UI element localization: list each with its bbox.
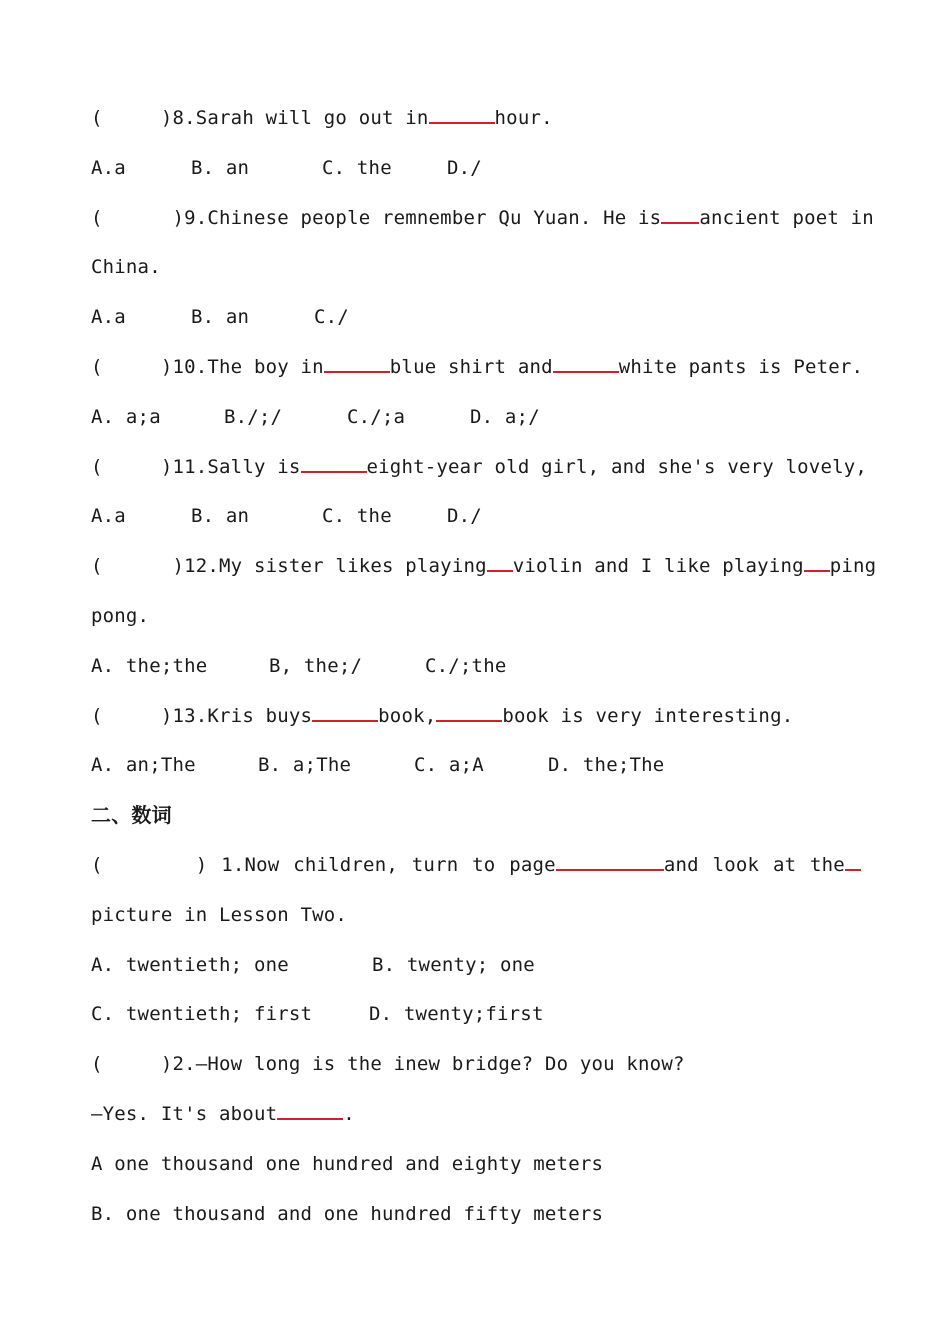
answer-blank[interactable] — [312, 698, 378, 722]
option-c[interactable]: C. a;A — [414, 754, 484, 777]
question-text: Kris buys — [207, 704, 313, 727]
option-a[interactable]: A. twentieth; one — [91, 953, 289, 976]
question-text: ping — [829, 555, 877, 578]
question-13-options — [91, 747, 861, 797]
option-c[interactable]: C./;the — [425, 654, 507, 677]
option-b[interactable]: B. an — [191, 156, 250, 179]
question-8-options — [91, 150, 861, 200]
option-c[interactable]: C. the — [322, 505, 392, 528]
option-a[interactable]: A. an;The — [91, 754, 196, 777]
question-text: Sarah will go out in — [195, 107, 429, 129]
option-a[interactable]: A.a — [91, 505, 126, 528]
option-a[interactable]: A. a;a — [91, 405, 161, 428]
question-12: ( )12.My sister likes playing violin and I like playing ping — [91, 548, 861, 598]
answer-blank[interactable] — [429, 100, 495, 124]
answer-blank[interactable] — [436, 698, 502, 722]
option-d[interactable]: D./ — [447, 505, 482, 528]
question-text: book is very interesting. — [502, 704, 794, 727]
answer-blank[interactable] — [324, 349, 390, 373]
question-text: book, — [378, 704, 437, 727]
question-text: ancient poet in — [699, 206, 874, 229]
numeral-question-2-option-a[interactable]: A one thousand one hundred and eighty meters — [91, 1152, 604, 1175]
question-text: Chinese people remnember Qu Yuan. He is — [207, 206, 662, 229]
question-13: ( )13.Kris buys book, book is very interesting. — [91, 698, 861, 748]
section-heading-numerals: 二、数词 — [91, 803, 172, 828]
question-text: violin and I like playing — [512, 555, 804, 578]
question-11-options — [91, 498, 861, 548]
question-word: Now — [244, 853, 280, 876]
question-text: The boy in — [207, 355, 324, 378]
option-b[interactable]: B, the;/ — [269, 654, 363, 677]
question-11: ( )11.Sally is eight-year old girl, and she's very lovely, — [91, 449, 861, 499]
question-word: page — [509, 853, 556, 876]
question-9-continued: China. — [91, 256, 161, 279]
numeral-question-2: ( )2.—How long is the inew bridge? Do you know? — [91, 1053, 685, 1076]
question-word: children, — [293, 853, 398, 876]
answer-paren[interactable]: ( ) — [91, 355, 173, 378]
question-word: the — [810, 853, 845, 876]
option-d[interactable]: D. the;The — [548, 754, 665, 777]
option-c[interactable]: C. twentieth; first — [91, 1003, 313, 1026]
answer-blank[interactable] — [845, 847, 861, 871]
option-c[interactable]: C. the — [322, 156, 392, 179]
question-text: —How long is the inew bridge? Do you know? — [195, 1053, 685, 1076]
question-8: ( )8.Sarah will go out in hour. — [91, 100, 861, 150]
numeral-question-1-options-row-1 — [91, 947, 861, 997]
question-word: at — [772, 853, 797, 876]
answer-paren[interactable]: ( ) — [91, 555, 185, 578]
option-b[interactable]: B./;/ — [224, 405, 283, 428]
answer-blank[interactable] — [661, 200, 699, 224]
answer-blank[interactable] — [804, 548, 830, 572]
answer-blank[interactable] — [487, 548, 513, 572]
question-10-options — [91, 399, 861, 449]
question-number: 12 — [184, 555, 208, 578]
option-a[interactable]: A.a — [91, 306, 126, 329]
worksheet-page — [91, 100, 877, 1245]
question-text: blue shirt and — [389, 355, 553, 378]
question-12-options — [91, 648, 861, 698]
numeral-question-2-option-b[interactable]: B. one thousand and one hundred fifty meters — [91, 1202, 604, 1225]
question-number: 9 — [184, 206, 196, 229]
answer-paren[interactable]: ( ) — [91, 704, 173, 727]
question-word: turn — [411, 853, 459, 876]
option-d[interactable]: D. twenty;first — [369, 1003, 544, 1026]
question-text: white pants is Peter. — [618, 355, 864, 378]
question-text: —Yes. It's about — [91, 1102, 278, 1125]
question-9-options — [91, 299, 861, 349]
question-number: 1 — [221, 853, 233, 876]
option-c[interactable]: C./ — [314, 306, 349, 329]
answer-blank[interactable] — [553, 349, 619, 373]
question-number: 10 — [172, 355, 196, 378]
answer-paren[interactable]: ( ) — [91, 206, 185, 229]
question-9: ( )9.Chinese people remnember Qu Yuan. He is ancient poet in — [91, 200, 861, 250]
option-b[interactable]: B. an — [191, 505, 250, 528]
question-number: 2 — [172, 1053, 185, 1076]
answer-blank[interactable] — [301, 449, 367, 473]
answer-paren[interactable]: ( ) — [91, 853, 208, 876]
question-word: look — [712, 853, 760, 876]
numeral-question-2-answer-line — [91, 1096, 861, 1146]
question-10: ( )10.The boy in blue shirt and white pants is Peter. — [91, 349, 861, 399]
answer-paren[interactable]: ( ) — [91, 1053, 173, 1076]
question-word: and — [663, 853, 699, 876]
question-text: hour. — [494, 107, 553, 129]
question-number: 13 — [172, 704, 196, 727]
option-b[interactable]: B. twenty; one — [372, 953, 535, 976]
question-12-continued: pong. — [91, 604, 150, 627]
answer-paren[interactable]: ( ) — [91, 455, 173, 478]
question-text: . — [343, 1102, 355, 1125]
numeral-question-1-options-row-2 — [91, 996, 861, 1046]
question-text: eight-year old girl, and she's very lovely, — [366, 455, 868, 478]
answer-paren[interactable]: ( ) — [91, 107, 173, 129]
option-a[interactable]: A.a — [91, 156, 126, 179]
option-a[interactable]: A. the;the — [91, 654, 208, 677]
question-word: to — [472, 853, 496, 876]
option-b[interactable]: B. an — [191, 306, 250, 329]
answer-blank[interactable] — [556, 847, 664, 871]
question-number: 11 — [172, 455, 196, 478]
option-b[interactable]: B. a;The — [258, 754, 352, 777]
option-c[interactable]: C./;a — [347, 405, 406, 428]
question-text: Sally is — [207, 455, 301, 478]
numeral-question-1-continued: picture in Lesson Two. — [91, 903, 348, 926]
question-text: My sister likes playing — [219, 555, 487, 578]
answer-blank[interactable] — [277, 1096, 343, 1120]
option-d[interactable]: D. a;/ — [470, 405, 540, 428]
question-number: 8 — [172, 107, 185, 129]
numeral-question-1: ( ) 1.Now children, turn to page and look at the — [91, 847, 861, 897]
option-d[interactable]: D./ — [447, 156, 482, 179]
